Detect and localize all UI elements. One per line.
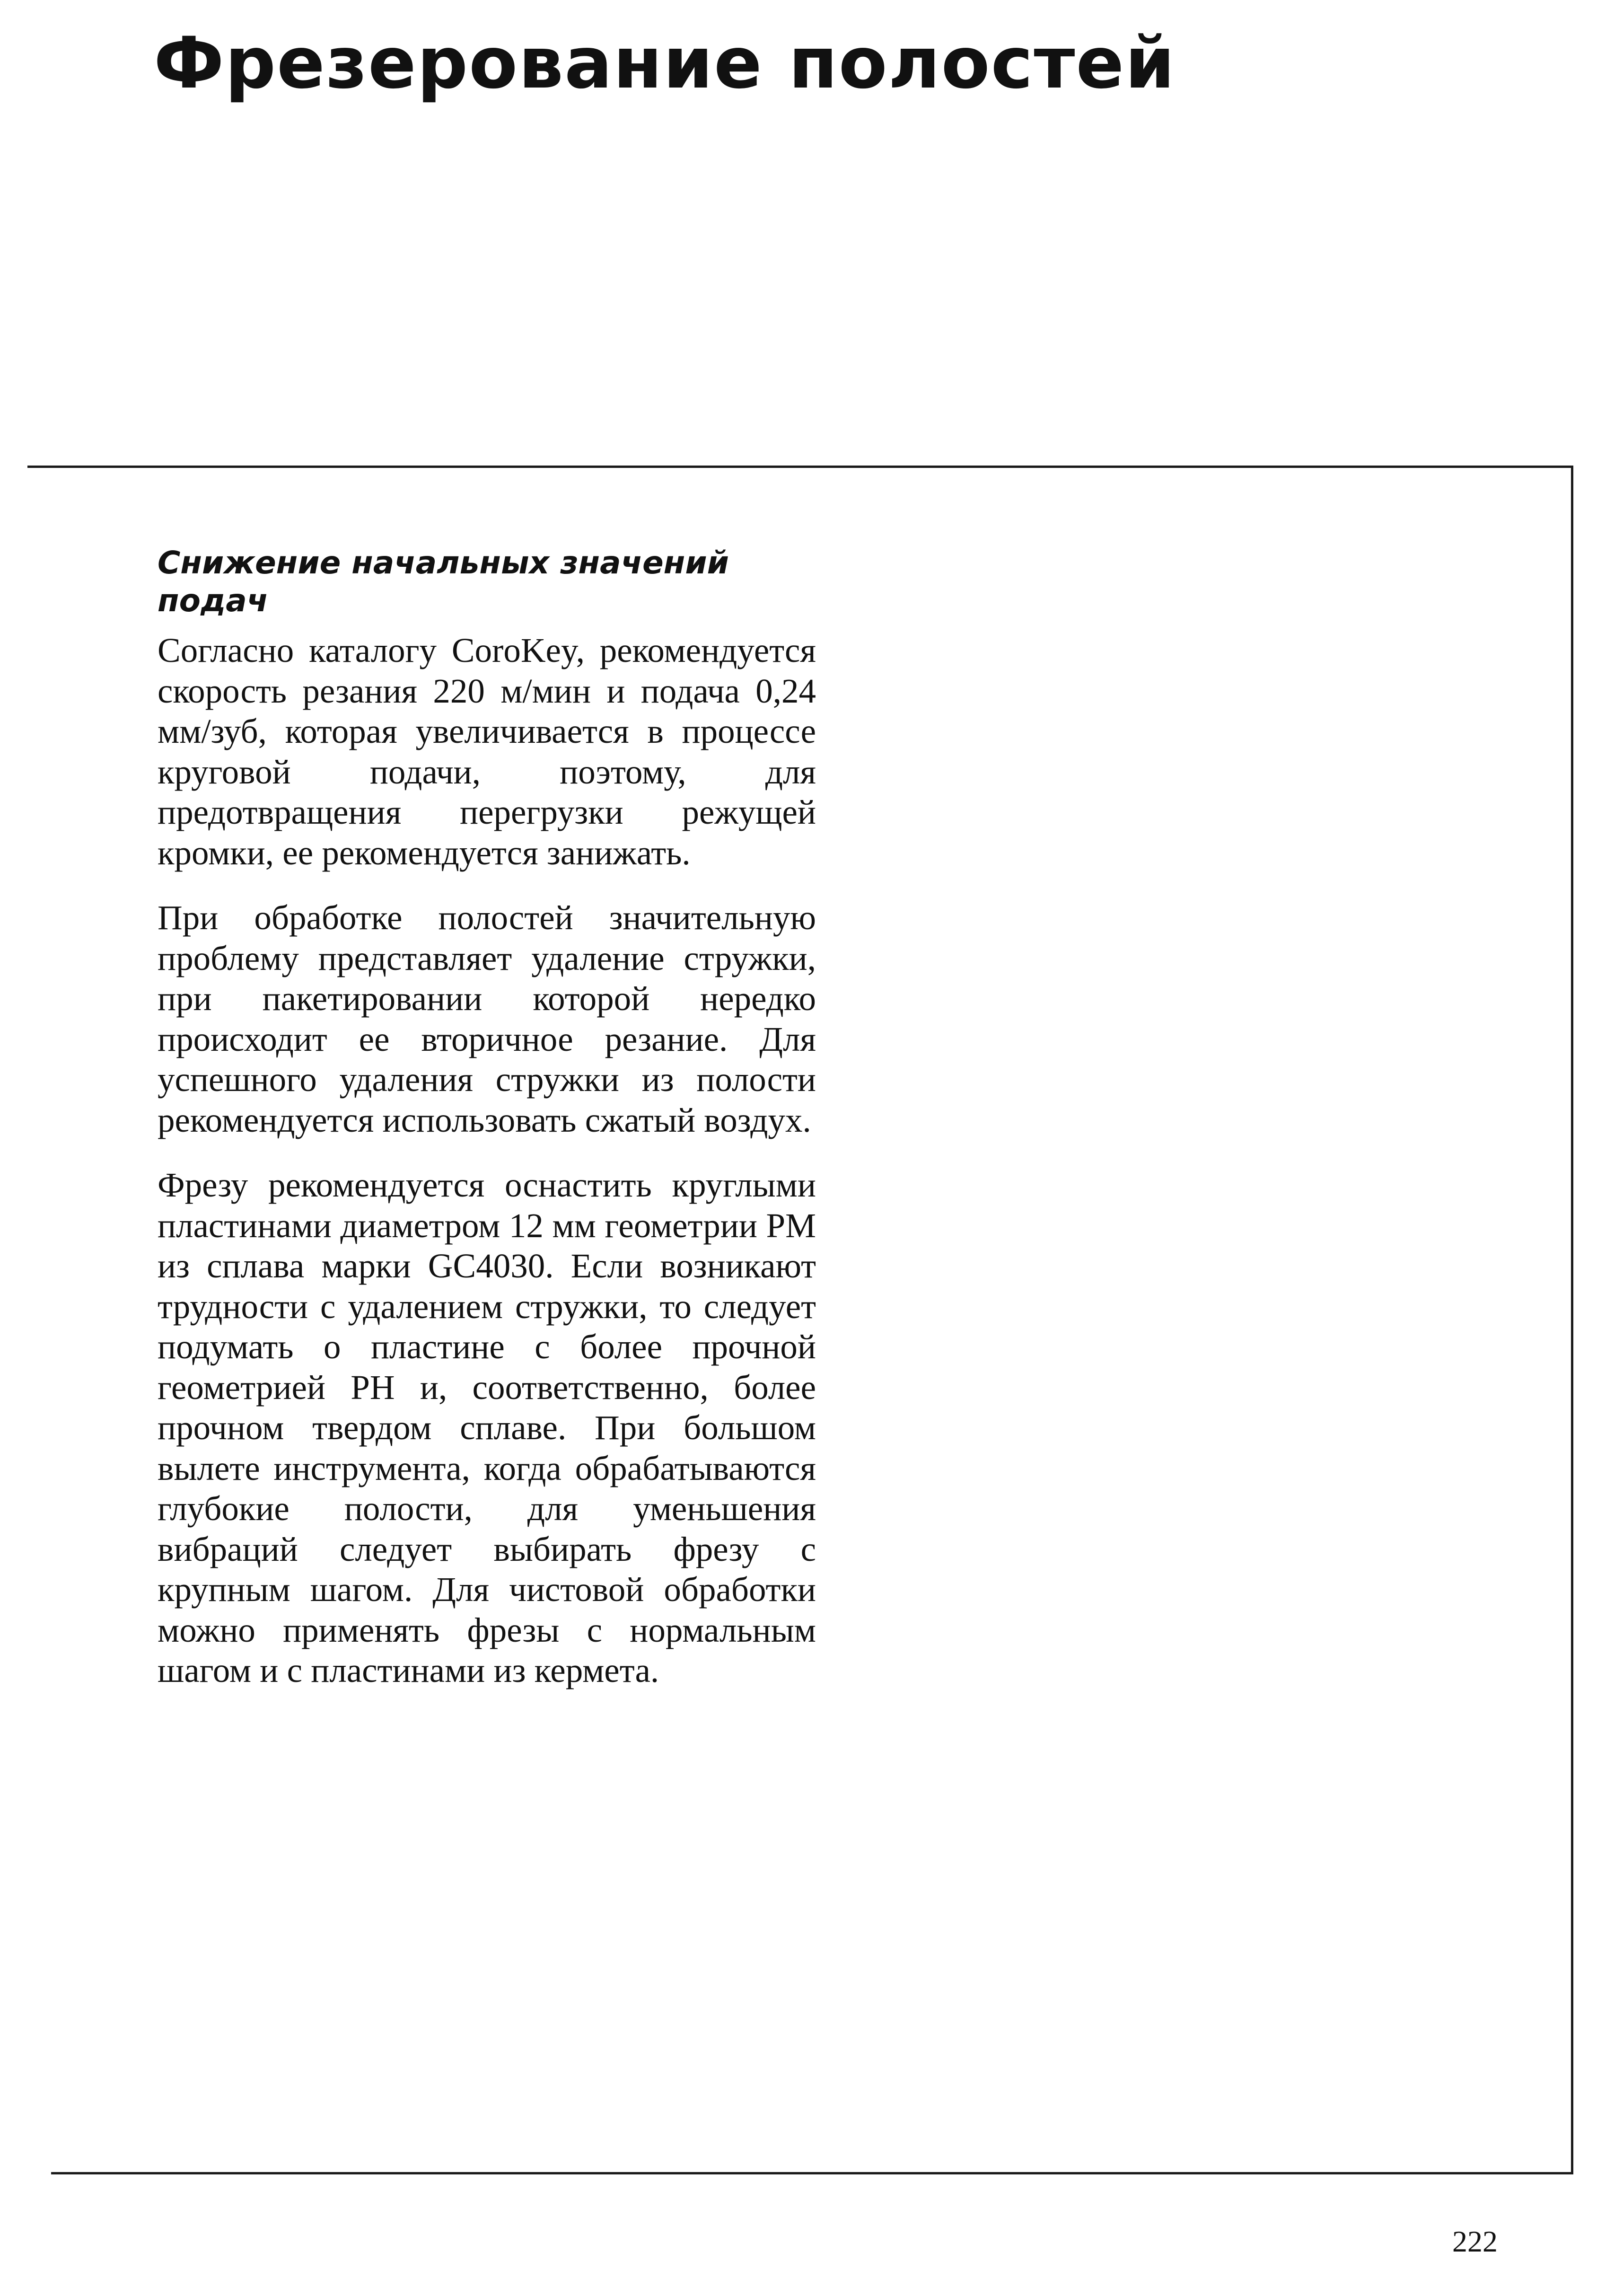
section-heading: Снижение начальных значений подач [158, 545, 729, 619]
page-title: Фрезерование полостей [154, 22, 1176, 105]
page-number: 222 [1452, 2225, 1498, 2258]
paragraph-cutter-selection: Фрезу рекомендуется оснастить круглыми пластинами диаметром 12 мм геометрии PM из сплава марки GC4030. Если возникают трудности с удалением стружки, то следует подумать о пластине с более прочной геометрией PH и, соответственно, более прочном твердом сплаве. При большом вылете инструмента, когда обрабатываются глубокие полости, для уменьшения вибраций следует выбирать фрезу с крупным шагом. Для чистовой обработки можно применять фрезы с нормальным шагом и с пластинами из кермета. [158, 1166, 816, 1689]
frame-bottom-rule [51, 2172, 1573, 2174]
paragraph-cutting-feed: Согласно каталогу CoroKey, рекомендуется скорость резания 220 м/мин и подача 0,24 мм/зуб, которая увеличивается в процессе круговой подачи, поэтому, для предотвращения перегрузки режущей кромки, ее рекомендуется занижать. [158, 631, 816, 872]
frame-right-rule [1571, 466, 1573, 2173]
paragraph-chip-removal: При обработке полостей значительную проблему представляет удаление стружки, при пакетировании которой нередко происходит ее вторичное резание. Для успешного удаления стружки из полости рекомендуется использовать сжатый воздух. [158, 898, 816, 1139]
main-text-column [158, 544, 816, 1715]
frame-top-rule [27, 466, 1573, 468]
